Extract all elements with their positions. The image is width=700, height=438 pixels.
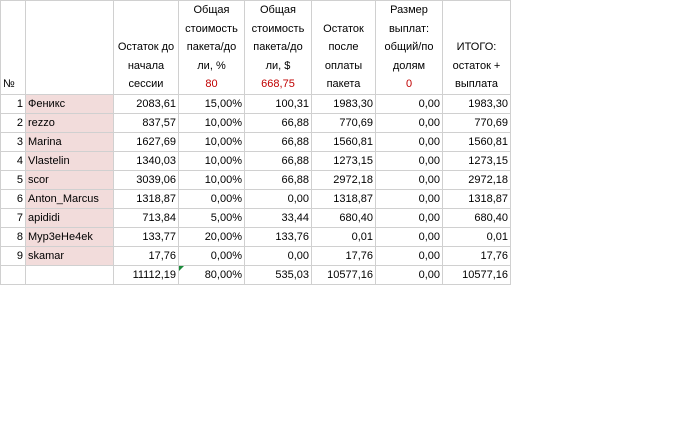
remaining-cell[interactable]: 1273,15: [312, 151, 376, 170]
remaining-cell[interactable]: 770,69: [312, 113, 376, 132]
header-payout-label: Размер выплат: общий/по долям: [384, 4, 434, 72]
package-usd-cell[interactable]: 133,76: [245, 227, 312, 246]
payout-cell[interactable]: 0,00: [376, 132, 443, 151]
member-name-cell[interactable]: Vlastelin: [26, 151, 114, 170]
member-name-cell[interactable]: scor: [26, 170, 114, 189]
table-row: [1, 208, 511, 227]
remaining-cell[interactable]: 2972,18: [312, 170, 376, 189]
header-cell-number[interactable]: [1, 1, 26, 95]
totals-payout-cell[interactable]: 0,00: [376, 265, 443, 284]
payout-cell[interactable]: 0,00: [376, 170, 443, 189]
row-number-cell[interactable]: 8: [1, 227, 26, 246]
totals-package-pct-value: 80,00%: [204, 268, 242, 281]
row-number-cell[interactable]: 3: [1, 132, 26, 151]
start-balance-cell[interactable]: 713,84: [114, 208, 179, 227]
header-cell-total[interactable]: [443, 1, 511, 95]
package-usd-cell[interactable]: 66,88: [245, 170, 312, 189]
header-cell-package-usd[interactable]: [245, 1, 312, 95]
package-pct-cell[interactable]: 10,00%: [179, 151, 245, 170]
payout-cell[interactable]: 0,00: [376, 208, 443, 227]
package-usd-cell[interactable]: 66,88: [245, 132, 312, 151]
totals-number-cell[interactable]: [1, 265, 26, 284]
table-row: [1, 227, 511, 246]
package-pct-cell[interactable]: 20,00%: [179, 227, 245, 246]
table-row: [1, 246, 511, 265]
package-pct-cell[interactable]: 10,00%: [179, 132, 245, 151]
header-cell-package-pct[interactable]: [179, 1, 245, 95]
remaining-cell[interactable]: 680,40: [312, 208, 376, 227]
payout-cell[interactable]: 0,00: [376, 227, 443, 246]
total-cell[interactable]: 2972,18: [443, 170, 511, 189]
header-cell-start-balance[interactable]: [114, 1, 179, 95]
start-balance-cell[interactable]: 1340,03: [114, 151, 179, 170]
row-number-cell[interactable]: 9: [1, 246, 26, 265]
totals-package-usd-cell[interactable]: 535,03: [245, 265, 312, 284]
totals-total-cell[interactable]: 10577,16: [443, 265, 511, 284]
total-cell[interactable]: 1318,87: [443, 189, 511, 208]
header-package-usd-label: Общая стоимость пакета/до ли, $: [251, 4, 305, 72]
row-number-cell[interactable]: 7: [1, 208, 26, 227]
totals-row: [1, 265, 511, 284]
header-package-pct-label: Общая стоимость пакета/до ли, %: [185, 4, 238, 72]
member-name-cell[interactable]: Marina: [26, 132, 114, 151]
package-pct-cell[interactable]: 10,00%: [179, 113, 245, 132]
header-number-label: №: [3, 78, 15, 90]
package-pct-cell[interactable]: 5,00%: [179, 208, 245, 227]
row-number-cell[interactable]: 5: [1, 170, 26, 189]
header-cell-remaining[interactable]: [312, 1, 376, 95]
total-cell[interactable]: 770,69: [443, 113, 511, 132]
member-name-cell[interactable]: rezzo: [26, 113, 114, 132]
header-start-balance-label: Остаток до начала сессии: [117, 41, 175, 90]
header-cell-payout[interactable]: [376, 1, 443, 95]
start-balance-cell[interactable]: 1627,69: [114, 132, 179, 151]
package-usd-cell[interactable]: 0,00: [245, 246, 312, 265]
package-usd-cell[interactable]: 33,44: [245, 208, 312, 227]
table-row: [1, 151, 511, 170]
remaining-cell[interactable]: 17,76: [312, 246, 376, 265]
total-cell[interactable]: 680,40: [443, 208, 511, 227]
remaining-cell[interactable]: 1560,81: [312, 132, 376, 151]
remaining-cell[interactable]: 0,01: [312, 227, 376, 246]
total-cell[interactable]: 1983,30: [443, 94, 511, 113]
member-name-cell[interactable]: Мyp3eHe4ek: [26, 227, 114, 246]
member-name-cell[interactable]: Феникс: [26, 94, 114, 113]
header-row: [1, 1, 511, 95]
package-usd-cell[interactable]: 66,88: [245, 151, 312, 170]
total-cell[interactable]: 0,01: [443, 227, 511, 246]
totals-package-pct-cell[interactable]: [179, 265, 245, 284]
remaining-cell[interactable]: 1983,30: [312, 94, 376, 113]
header-payout-value: 0: [405, 78, 413, 90]
header-package-pct-value: 80: [205, 78, 218, 90]
row-number-cell[interactable]: 2: [1, 113, 26, 132]
header-total-label: ИТОГО: остаток + выплата: [452, 41, 501, 90]
package-usd-cell[interactable]: 100,31: [245, 94, 312, 113]
package-usd-cell[interactable]: 66,88: [245, 113, 312, 132]
table-row: [1, 170, 511, 189]
package-pct-cell[interactable]: 0,00%: [179, 246, 245, 265]
header-cell-name[interactable]: [26, 1, 114, 95]
package-pct-cell[interactable]: 0,00%: [179, 189, 245, 208]
start-balance-cell[interactable]: 133,77: [114, 227, 179, 246]
start-balance-cell[interactable]: 1318,87: [114, 189, 179, 208]
comment-marker-icon: [179, 266, 184, 271]
start-balance-cell[interactable]: 837,57: [114, 113, 179, 132]
totals-name-cell[interactable]: [26, 265, 114, 284]
spreadsheet-table: [0, 0, 511, 285]
remaining-cell[interactable]: 1318,87: [312, 189, 376, 208]
payout-cell[interactable]: 0,00: [376, 246, 443, 265]
totals-remaining-cell[interactable]: 10577,16: [312, 265, 376, 284]
package-pct-cell[interactable]: 10,00%: [179, 170, 245, 189]
payout-cell[interactable]: 0,00: [376, 151, 443, 170]
row-number-cell[interactable]: 1: [1, 94, 26, 113]
package-pct-cell[interactable]: 15,00%: [179, 94, 245, 113]
total-cell[interactable]: 17,76: [443, 246, 511, 265]
table-row: [1, 113, 511, 132]
header-remaining-label: Остаток после оплаты пакета: [323, 22, 364, 90]
payout-cell[interactable]: 0,00: [376, 113, 443, 132]
table-row: [1, 189, 511, 208]
payout-cell[interactable]: 0,00: [376, 189, 443, 208]
totals-start-balance-cell[interactable]: 11112,19: [114, 265, 179, 284]
table-row: [1, 132, 511, 151]
row-number-cell[interactable]: 6: [1, 189, 26, 208]
package-usd-cell[interactable]: 0,00: [245, 189, 312, 208]
member-name-cell[interactable]: skamar: [26, 246, 114, 265]
header-package-usd-value: 668,75: [261, 78, 295, 90]
start-balance-cell[interactable]: 3039,06: [114, 170, 179, 189]
total-cell[interactable]: 1560,81: [443, 132, 511, 151]
row-number-cell[interactable]: 4: [1, 151, 26, 170]
start-balance-cell[interactable]: 2083,61: [114, 94, 179, 113]
member-name-cell[interactable]: Anton_Marcus: [26, 189, 114, 208]
start-balance-cell[interactable]: 17,76: [114, 246, 179, 265]
payout-cell[interactable]: 0,00: [376, 94, 443, 113]
table-row: [1, 94, 511, 113]
member-name-cell[interactable]: apididi: [26, 208, 114, 227]
total-cell[interactable]: 1273,15: [443, 151, 511, 170]
